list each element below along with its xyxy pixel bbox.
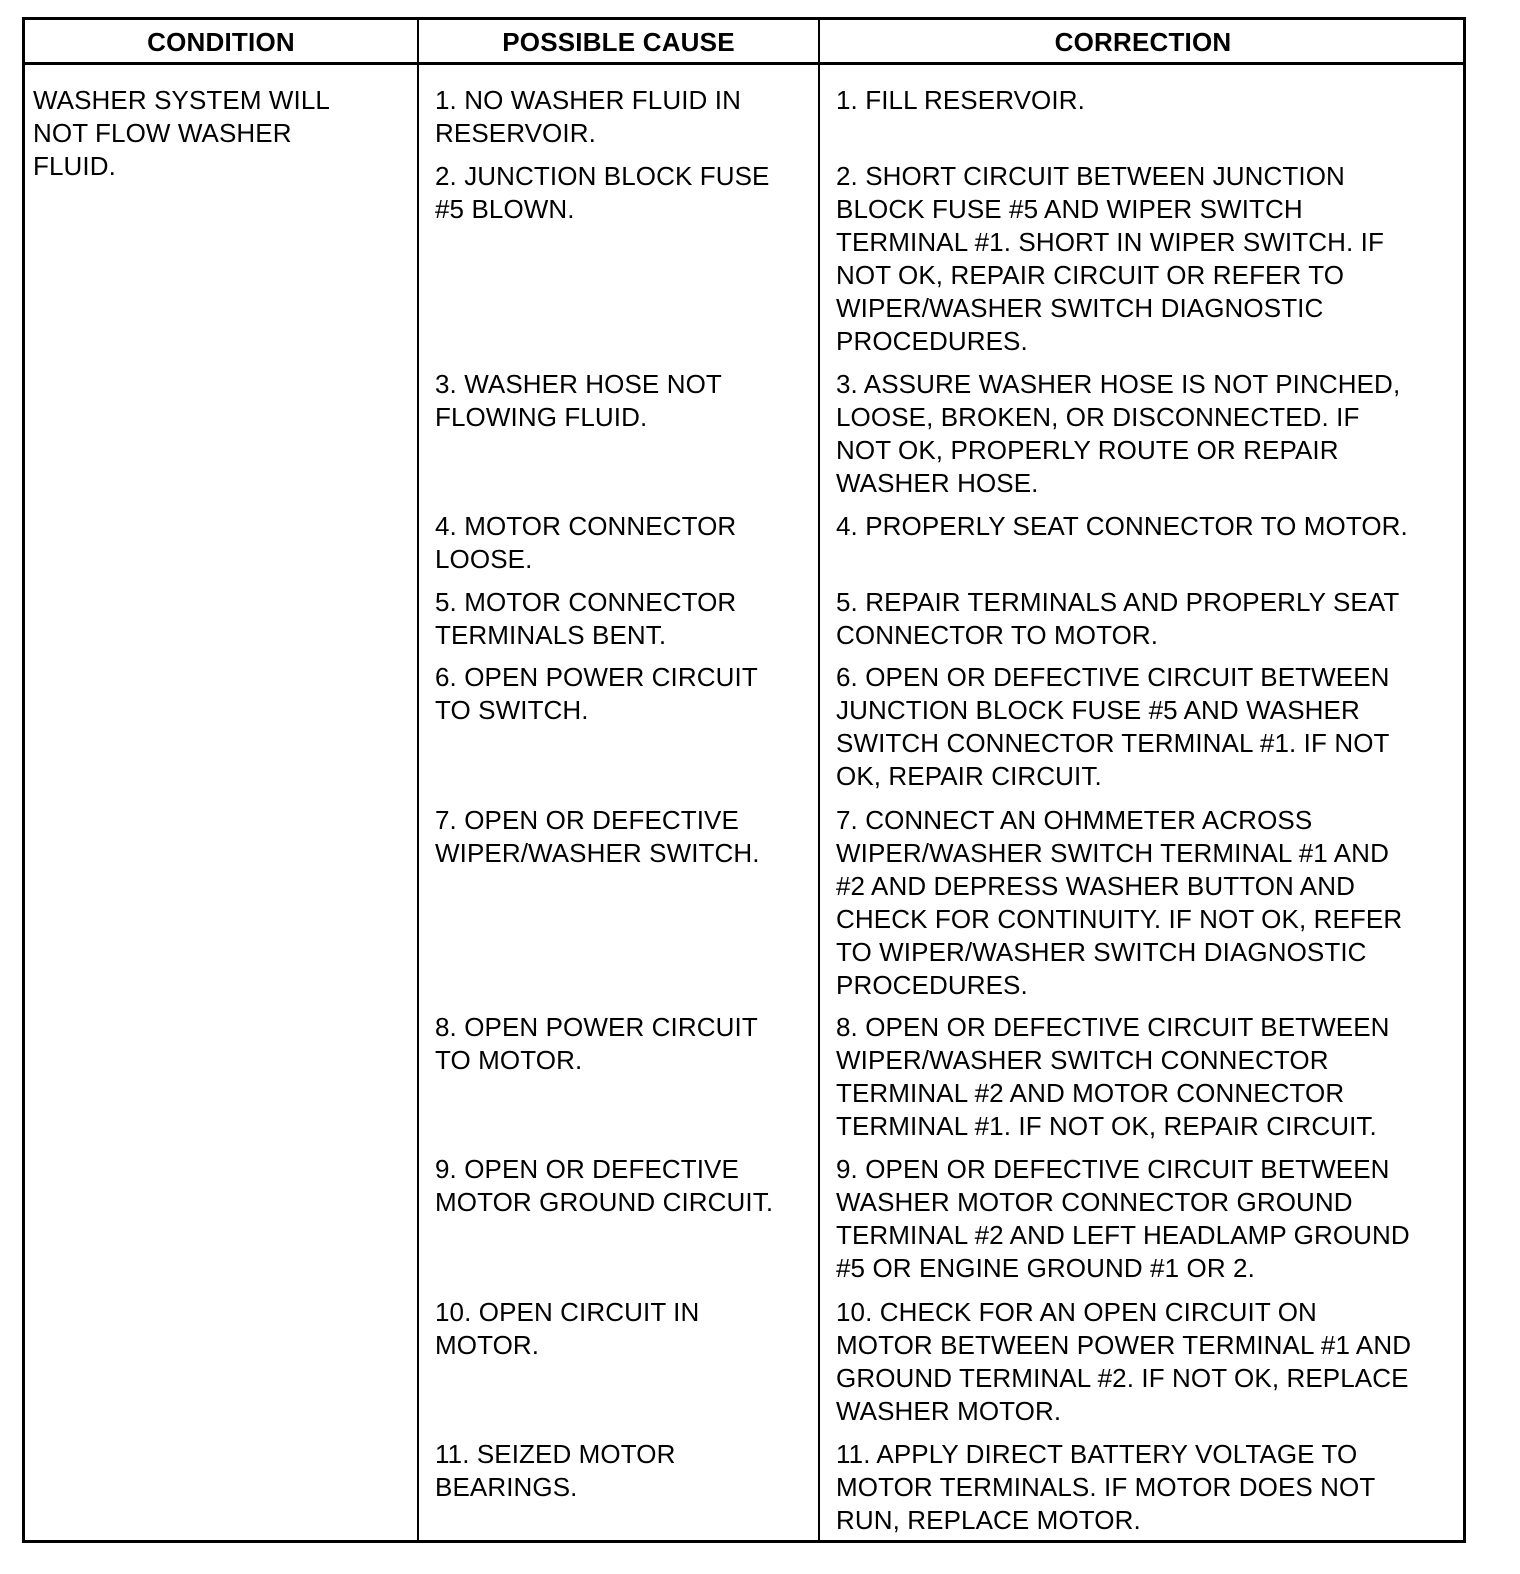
correction-cell [836,661,1390,793]
correction-line: TERMINAL #2 AND LEFT HEADLAMP GROUND [836,1220,1410,1250]
condition-line: NOT FLOW WASHER [33,118,292,148]
diagnosis-table [22,17,1466,1543]
cause-line: BEARINGS. [435,1472,578,1502]
correction-line: 6. OPEN OR DEFECTIVE CIRCUIT BETWEEN [836,662,1390,692]
correction-line: 1. FILL RESERVOIR. [836,85,1085,115]
cause-line: 4. MOTOR CONNECTOR [435,511,737,541]
cause-line: 1. NO WASHER FLUID IN [435,85,741,115]
correction-line: LOOSE, BROKEN, OR DISCONNECTED. IF [836,402,1360,432]
correction-cell [836,586,1399,652]
correction-line: 7. CONNECT AN OHMMETER ACROSS [836,805,1313,835]
cause-cell [435,1011,758,1077]
cause-line: FLOWING FLUID. [435,402,648,432]
correction-line: WASHER MOTOR. [836,1396,1062,1426]
correction-line: 11. APPLY DIRECT BATTERY VOLTAGE TO [836,1439,1358,1469]
cause-cell [435,160,769,226]
header-condition: CONDITION [147,27,295,57]
cause-cell [435,84,741,150]
column-divider-1 [417,20,419,1540]
cause-line: #5 BLOWN. [435,194,575,224]
correction-line: GROUND TERMINAL #2. IF NOT OK, REPLACE [836,1363,1409,1393]
correction-line: WIPER/WASHER SWITCH DIAGNOSTIC [836,293,1324,323]
cause-line: 3. WASHER HOSE NOT [435,369,722,399]
column-divider-2 [818,20,820,1540]
cause-line: LOOSE. [435,544,533,574]
correction-line: 5. REPAIR TERMINALS AND PROPERLY SEAT [836,587,1400,617]
correction-line: CHECK FOR CONTINUITY. IF NOT OK, REFER [836,904,1403,934]
correction-line: 9. OPEN OR DEFECTIVE CIRCUIT BETWEEN [836,1154,1390,1184]
header-correction: CORRECTION [1054,27,1232,57]
cause-line: MOTOR GROUND CIRCUIT. [435,1187,774,1217]
correction-line: SWITCH CONNECTOR TERMINAL #1. IF NOT [836,728,1390,758]
cause-line: WIPER/WASHER SWITCH. [435,838,760,868]
cause-cell [435,510,736,576]
correction-cell [836,510,1408,543]
correction-cell [836,1296,1411,1428]
cause-line: 9. OPEN OR DEFECTIVE [435,1154,739,1184]
correction-line: JUNCTION BLOCK FUSE #5 AND WASHER [836,695,1360,725]
correction-cell [836,160,1384,358]
cause-line: 5. MOTOR CONNECTOR [435,587,737,617]
correction-cell [836,1011,1390,1143]
correction-line: WIPER/WASHER SWITCH CONNECTOR [836,1045,1329,1075]
correction-line: MOTOR TERMINALS. IF MOTOR DOES NOT [836,1472,1376,1502]
correction-line: 4. PROPERLY SEAT CONNECTOR TO MOTOR. [836,511,1408,541]
cause-line: TO SWITCH. [435,695,589,725]
correction-line: TO WIPER/WASHER SWITCH DIAGNOSTIC [836,937,1367,967]
correction-line: WASHER MOTOR CONNECTOR GROUND [836,1187,1353,1217]
correction-line: RUN, REPLACE MOTOR. [836,1505,1141,1535]
correction-line: CONNECTOR TO MOTOR. [836,620,1159,650]
cause-cell [435,368,722,434]
correction-line: MOTOR BETWEEN POWER TERMINAL #1 AND [836,1330,1412,1360]
cause-line: TERMINALS BENT. [435,620,667,650]
cause-line: 10. OPEN CIRCUIT IN [435,1297,700,1327]
cause-line: RESERVOIR. [435,118,596,148]
correction-cell [836,84,1085,117]
cause-cell [435,1438,675,1504]
cause-cell [435,1296,699,1362]
cause-cell [435,586,736,652]
correction-line: 3. ASSURE WASHER HOSE IS NOT PINCHED, [836,369,1401,399]
correction-cell [836,804,1402,1002]
correction-line: #5 OR ENGINE GROUND #1 OR 2. [836,1253,1255,1283]
correction-line: NOT OK, REPAIR CIRCUIT OR REFER TO [836,260,1345,290]
correction-line: PROCEDURES. [836,970,1028,1000]
correction-cell [836,1438,1375,1537]
correction-line: TERMINAL #2 AND MOTOR CONNECTOR [836,1078,1345,1108]
correction-line: WASHER HOSE. [836,468,1039,498]
correction-cell [836,368,1400,500]
correction-line: TERMINAL #1. IF NOT OK, REPAIR CIRCUIT. [836,1111,1377,1141]
condition-text [33,84,330,183]
cause-line: TO MOTOR. [435,1045,583,1075]
condition-line: WASHER SYSTEM WILL [33,85,330,115]
correction-line: #2 AND DEPRESS WASHER BUTTON AND [836,871,1355,901]
cause-line: MOTOR. [435,1330,540,1360]
correction-line: PROCEDURES. [836,326,1028,356]
correction-line: 2. SHORT CIRCUIT BETWEEN JUNCTION [836,161,1345,191]
cause-cell [435,1153,773,1219]
correction-line: 10. CHECK FOR AN OPEN CIRCUIT ON [836,1297,1317,1327]
header-possible-cause: POSSIBLE CAUSE [502,27,735,57]
cause-cell [435,804,760,870]
condition-line: FLUID. [33,151,116,181]
correction-line: OK, REPAIR CIRCUIT. [836,761,1102,791]
correction-line: 8. OPEN OR DEFECTIVE CIRCUIT BETWEEN [836,1012,1390,1042]
correction-line: BLOCK FUSE #5 AND WIPER SWITCH [836,194,1303,224]
cause-line: 11. SEIZED MOTOR [435,1439,676,1469]
cause-line: 6. OPEN POWER CIRCUIT [435,662,758,692]
cause-line: 2. JUNCTION BLOCK FUSE [435,161,770,191]
correction-cell [836,1153,1410,1285]
cause-line: 8. OPEN POWER CIRCUIT [435,1012,758,1042]
correction-line: TERMINAL #1. SHORT IN WIPER SWITCH. IF [836,227,1384,257]
cause-line: 7. OPEN OR DEFECTIVE [435,805,739,835]
correction-line: NOT OK, PROPERLY ROUTE OR REPAIR [836,435,1339,465]
cause-cell [435,661,758,727]
correction-line: WIPER/WASHER SWITCH TERMINAL #1 AND [836,838,1389,868]
